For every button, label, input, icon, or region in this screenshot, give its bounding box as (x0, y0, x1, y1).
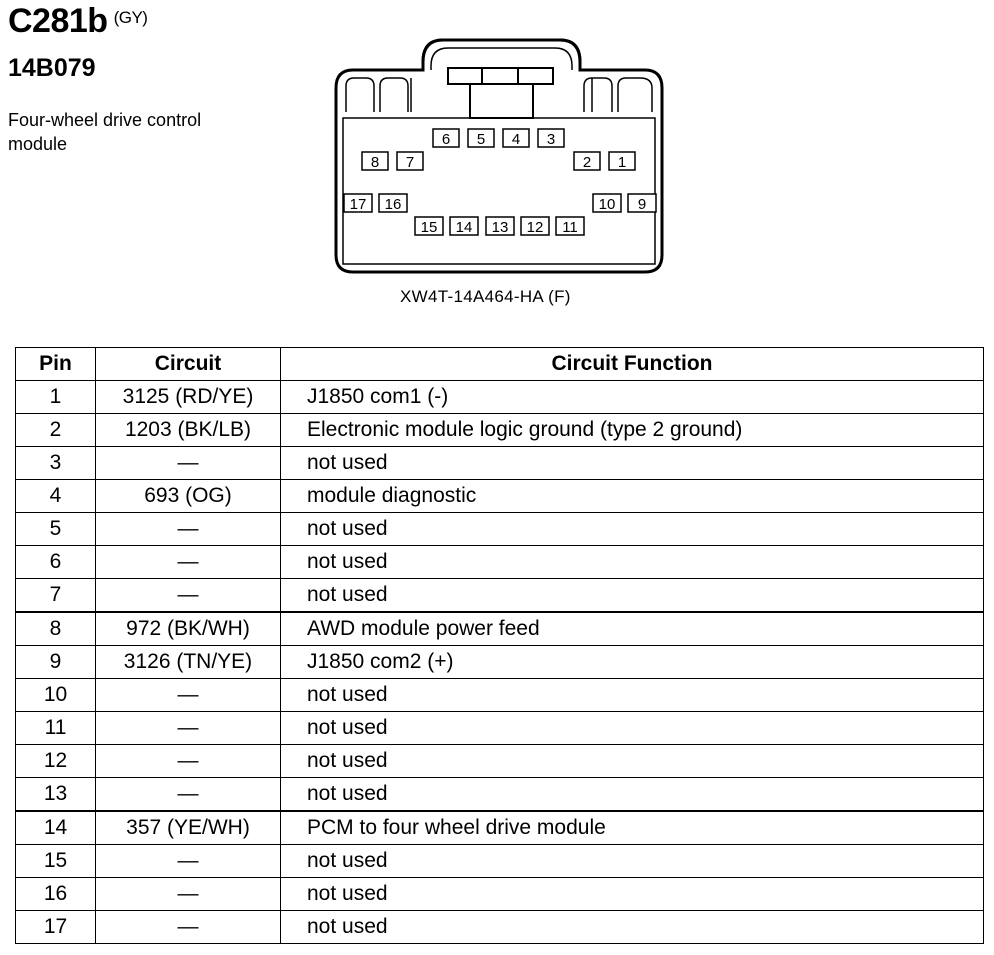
pin-label: 1 (617, 154, 627, 171)
pin-cavity (468, 129, 494, 148)
pin-label: 17 (349, 196, 367, 213)
circuit-cell: 693 (OG) (96, 480, 281, 513)
pin-cell: 12 (16, 745, 96, 778)
connector-id-text: C281b (8, 2, 108, 40)
function-cell: AWD module power feed (281, 612, 984, 646)
pin-cavity (344, 194, 372, 213)
pin-label: 16 (384, 196, 402, 213)
pin-label: 2 (582, 154, 592, 171)
table-row (16, 679, 984, 712)
table-row (16, 878, 984, 911)
pin-label: 13 (491, 219, 509, 236)
pin-label: 11 (562, 219, 578, 236)
function-cell: module diagnostic (281, 480, 984, 513)
table-row (16, 414, 984, 447)
table-row (16, 811, 984, 845)
pin-cavity (609, 152, 635, 171)
pin-label: 6 (441, 131, 451, 148)
circuit-cell: — (96, 878, 281, 911)
header-circuit: Circuit (96, 348, 281, 381)
pin-cell: 2 (16, 414, 96, 447)
circuit-cell: 3126 (TN/YE) (96, 646, 281, 679)
function-cell: not used (281, 447, 984, 480)
pin-cell: 7 (16, 579, 96, 613)
connector-color: (GY) (113, 8, 148, 27)
function-cell: not used (281, 878, 984, 911)
pin-label: 5 (476, 131, 486, 148)
pin-cavity (362, 152, 388, 171)
table-row (16, 579, 984, 613)
pin-label: 10 (598, 196, 616, 213)
table-row (16, 911, 984, 944)
pin-cell: 14 (16, 811, 96, 845)
pin-cavity (397, 152, 423, 171)
pin-cell: 15 (16, 845, 96, 878)
latch-tab (448, 68, 553, 84)
pin-label: 15 (420, 219, 438, 236)
pin-cell: 8 (16, 612, 96, 646)
table-row (16, 381, 984, 414)
function-cell: not used (281, 579, 984, 613)
pin-cell: 5 (16, 513, 96, 546)
pin-cavity (433, 129, 459, 148)
pin-label: 14 (455, 219, 473, 236)
pin-cell: 16 (16, 878, 96, 911)
function-cell: not used (281, 911, 984, 944)
table-row (16, 447, 984, 480)
function-cell: J1850 com2 (+) (281, 646, 984, 679)
module-description: Four-wheel drive control module (8, 110, 202, 154)
circuit-cell: — (96, 546, 281, 579)
table-row (16, 480, 984, 513)
function-cell: not used (281, 845, 984, 878)
table-row (16, 845, 984, 878)
table-header-row (16, 348, 984, 381)
pin-cavity (486, 217, 514, 236)
pin-label: 8 (370, 154, 380, 171)
pin-cavity (379, 194, 407, 213)
pin-cell: 10 (16, 679, 96, 712)
table-row (16, 546, 984, 579)
circuit-cell: — (96, 513, 281, 546)
function-cell: not used (281, 745, 984, 778)
function-cell: not used (281, 778, 984, 812)
pin-cell: 1 (16, 381, 96, 414)
pin-cell: 17 (16, 911, 96, 944)
pinout-table-body (16, 381, 984, 944)
circuit-cell: — (96, 679, 281, 712)
pin-cell: 4 (16, 480, 96, 513)
pin-cell: 11 (16, 712, 96, 745)
circuit-cell: 357 (YE/WH) (96, 811, 281, 845)
table-row (16, 745, 984, 778)
pin-label: 7 (405, 154, 415, 171)
header-function: Circuit Function (281, 348, 984, 381)
circuit-cell: — (96, 712, 281, 745)
part-number: 14B079 (8, 54, 96, 82)
header-pin: Pin (16, 348, 96, 381)
pin-cell: 13 (16, 778, 96, 812)
function-cell: not used (281, 513, 984, 546)
pin-cavity (556, 217, 584, 236)
function-cell: not used (281, 679, 984, 712)
pin-cavity (628, 194, 656, 213)
circuit-cell: — (96, 447, 281, 480)
circuit-cell: 972 (BK/WH) (96, 612, 281, 646)
connector-part-label: XW4T-14A464-HA (F) (400, 287, 571, 306)
pin-cell: 3 (16, 447, 96, 480)
pin-cell: 9 (16, 646, 96, 679)
pin-cavity (574, 152, 600, 171)
circuit-cell: 3125 (RD/YE) (96, 381, 281, 414)
pin-cavity (593, 194, 621, 213)
table-row (16, 513, 984, 546)
pin-cavity (415, 217, 443, 236)
function-cell: not used (281, 712, 984, 745)
function-cell: J1850 com1 (-) (281, 381, 984, 414)
pin-cavity (521, 217, 549, 236)
table-row (16, 778, 984, 812)
circuit-cell: — (96, 579, 281, 613)
pin-label: 3 (546, 131, 556, 148)
connector-face-diagram (0, 0, 994, 320)
function-cell: not used (281, 546, 984, 579)
function-cell: Electronic module logic ground (type 2 ground) (281, 414, 984, 447)
circuit-cell: — (96, 911, 281, 944)
pin-cavity (503, 129, 529, 148)
circuit-cell: 1203 (BK/LB) (96, 414, 281, 447)
pin-label: 4 (511, 131, 521, 148)
circuit-cell: — (96, 778, 281, 812)
function-cell: PCM to four wheel drive module (281, 811, 984, 845)
circuit-cell: — (96, 745, 281, 778)
pin-cavity (538, 129, 564, 148)
table-row (16, 646, 984, 679)
table-row (16, 712, 984, 745)
pin-cavity (450, 217, 478, 236)
table-row (16, 612, 984, 646)
pinout-table (15, 347, 984, 944)
pin-label: 12 (526, 219, 544, 236)
pin-label: 9 (637, 196, 647, 213)
circuit-cell: — (96, 845, 281, 878)
pin-cell: 6 (16, 546, 96, 579)
